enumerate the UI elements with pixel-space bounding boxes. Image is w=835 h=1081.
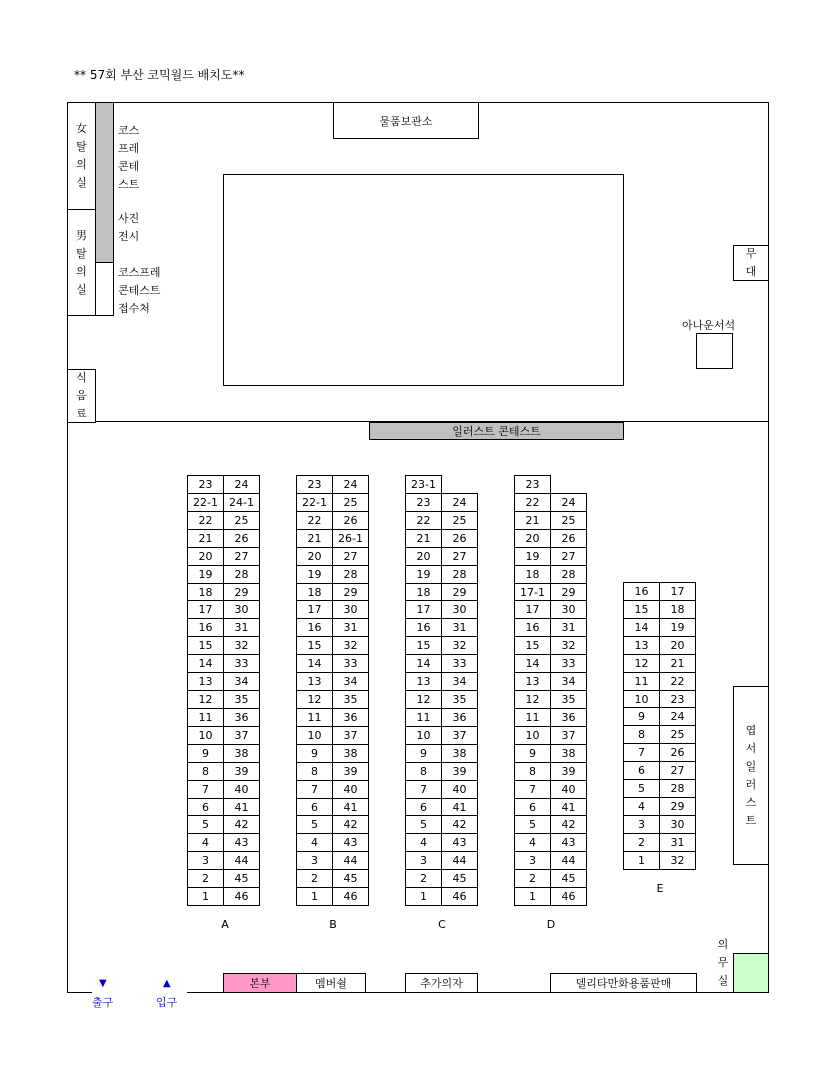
booth-e-right-cell: 24 [659,707,696,726]
booth-c-right-cell: 30 [441,600,478,619]
booth-d-left-cell: 2 [514,869,551,888]
booth-b-left-cell: 3 [296,851,333,870]
booth-c-left-cell: 10 [405,726,442,745]
booth-c-left-cell: 11 [405,708,442,727]
cosplay-reception-line: 코스프레 [118,266,161,279]
booth-b-left-cell: 4 [296,833,333,852]
booth-e-right-cell: 20 [659,636,696,655]
booth-d-right-cell: 43 [550,833,587,852]
booth-e-left-cell: 2 [623,833,660,852]
booth-d-left-cell: 9 [514,744,551,763]
booth-c-right-cell: 38 [441,744,478,763]
column-label-e: E [656,882,664,895]
booth-a-right-cell: 39 [223,762,260,781]
stage-char: 대 [745,265,757,278]
booth-a-left-cell: 11 [187,708,224,727]
booth-b-left-cell: 20 [296,547,333,566]
booth-d-right-cell: 46 [550,887,587,906]
photo-exhibit-line: 전시 [118,230,140,243]
booth-a-right-cell: 41 [223,798,260,817]
booth-d-right-cell: 45 [550,869,587,888]
reception-strip [95,262,114,316]
booth-e-right-cell: 30 [659,815,696,834]
postcard-illust-char: 엽 [745,723,757,737]
cosplay-contest-line: 프레 [118,142,140,155]
member-room [296,973,366,993]
booth-a-left-cell: 6 [187,798,224,817]
booth-e-left-cell: 16 [623,582,660,601]
food-beverage [67,369,96,423]
booth-e-right-cell: 19 [659,618,696,637]
booth-a-left-cell: 9 [187,744,224,763]
medical-room [733,953,769,993]
booth-c-left-cell: 23 [405,493,442,512]
booth-d-left-cell: 3 [514,851,551,870]
cosplay-contest-line: 코스 [118,124,140,137]
booth-c-left-cell: 15 [405,636,442,655]
booth-e-right-cell: 23 [659,690,696,709]
booth-b-left-cell: 23 [296,475,333,494]
booth-a-left-cell: 18 [187,583,224,602]
booth-c-right-cell: 36 [441,708,478,727]
booth-d-left-cell: 1 [514,887,551,906]
booth-c-left-cell: 22 [405,511,442,530]
booth-c-right-cell: 32 [441,636,478,655]
booth-b-right-cell: 37 [332,726,369,745]
women-dressing-char: 실 [76,176,87,189]
booth-d-right-cell: 40 [550,780,587,799]
booth-b-right-cell: 33 [332,654,369,673]
booth-b-right-cell: 31 [332,618,369,637]
contest-strip [95,102,114,263]
medical-room-label [716,936,730,990]
booth-b-right-cell: 34 [332,672,369,691]
booth-c-right-cell: 37 [441,726,478,745]
booth-b-right-cell: 39 [332,762,369,781]
booth-e-left-cell: 13 [623,636,660,655]
entrance-label: 입구 [156,996,178,1009]
booth-d-right-cell: 37 [550,726,587,745]
booth-e-left-cell: 3 [623,815,660,834]
postcard-illust-char: 스 [745,795,757,809]
booth-b-left-cell: 22 [296,511,333,530]
men-dressing-char: 탈 [76,246,87,260]
booth-d-left-cell: 17 [514,600,551,619]
booth-d-right-cell: 25 [550,511,587,530]
women-dressing-char: 탈 [76,140,87,153]
booth-e-right-cell: 25 [659,725,696,744]
booth-b-left-cell: 22-1 [296,493,333,512]
booth-d-left-cell: 21 [514,511,551,530]
booth-c-left-cell: 9 [405,744,442,763]
booth-b-right-cell: 46 [332,887,369,906]
booth-a-right-cell: 35 [223,690,260,709]
food-beverage-char: 료 [76,407,87,420]
booth-c-right-cell: 40 [441,780,478,799]
booth-a-left-cell: 3 [187,851,224,870]
booth-a-left-cell: 12 [187,690,224,709]
booth-d-right-cell: 29 [550,583,587,602]
women-dressing-char: 의 [76,158,87,171]
booth-a-right-cell: 32 [223,636,260,655]
storage-label: 물품보관소 [379,114,433,128]
booth-e-left-cell: 15 [623,600,660,619]
booth-b-left-cell: 10 [296,726,333,745]
booth-d-left-cell: 13 [514,672,551,691]
booth-a-right-cell: 29 [223,583,260,602]
booth-d-right-cell: 24 [550,493,587,512]
stage-char: 무 [745,247,757,260]
booth-c-left-cell: 6 [405,798,442,817]
booth-d-left-cell: 6 [514,798,551,817]
booth-e-right-cell: 27 [659,761,696,780]
booth-b-right-cell: 41 [332,798,369,817]
booth-c-left-cell: 1 [405,887,442,906]
stage [733,245,769,281]
booth-d-right-cell: 27 [550,547,587,566]
booth-c-right-cell: 45 [441,869,478,888]
booth-b-left-cell: 16 [296,618,333,637]
booth-c-left-cell: 7 [405,780,442,799]
cosplay-reception-line: 콘테스트 [118,284,161,297]
booth-b-left-cell: 17 [296,600,333,619]
booth-b-right-cell: 26-1 [332,529,369,548]
booth-d-right-cell: 34 [550,672,587,691]
booth-c-right-cell: 29 [441,583,478,602]
booth-c-left-cell: 4 [405,833,442,852]
food-beverage-char: 식 [76,371,87,384]
booth-b-left-cell: 7 [296,780,333,799]
booth-d-left-cell: 18 [514,565,551,584]
booth-d-right-cell: 39 [550,762,587,781]
booth-a-left-cell: 10 [187,726,224,745]
column-label-d: D [546,918,556,931]
booth-c-left-cell: 20 [405,547,442,566]
postcard-illust-char: 러 [745,777,757,791]
booth-e-right-cell: 28 [659,779,696,798]
postcard-illust-char: 트 [745,813,757,827]
cosplay-contest-label [118,122,139,194]
booth-a-right-cell: 27 [223,547,260,566]
headquarters-label: 본부 [249,977,271,990]
women-dressing-room [67,102,96,210]
booth-d-left-cell: 15 [514,636,551,655]
cosplay-reception-line: 접수처 [118,302,150,315]
postcard-illust-char: 일 [745,759,757,773]
booth-a-right-cell: 37 [223,726,260,745]
booth-d-right-cell: 28 [550,565,587,584]
booth-b-right-cell: 24 [332,475,369,494]
booth-b-left-cell: 12 [296,690,333,709]
booth-b-left-cell: 18 [296,583,333,602]
central-area [223,174,624,386]
booth-c-right-cell: 42 [441,815,478,834]
booth-b-left-cell: 15 [296,636,333,655]
booth-b-right-cell: 43 [332,833,369,852]
booth-a-left-cell: 15 [187,636,224,655]
men-dressing-room [67,209,96,316]
booth-b-left-cell: 8 [296,762,333,781]
booth-c-right-cell: 41 [441,798,478,817]
booth-c-left-cell: 14 [405,654,442,673]
photo-exhibit-label [118,210,139,246]
booth-e-left-cell: 9 [623,707,660,726]
booth-c-right-cell: 46 [441,887,478,906]
booth-c-right-cell: 35 [441,690,478,709]
column-label-a: A [221,918,229,931]
food-beverage-char: 음 [76,389,87,402]
booth-d-left-cell: 14 [514,654,551,673]
booth-a-right-cell: 31 [223,618,260,637]
booth-c-left-cell: 8 [405,762,442,781]
photo-exhibit-line: 사진 [118,212,140,225]
booth-d-left-cell: 22 [514,493,551,512]
booth-d-left-cell: 16 [514,618,551,637]
cosplay-contest-line: 콘테 [118,160,140,173]
headquarters [223,973,297,993]
booth-d-left-cell: 10 [514,726,551,745]
booth-e-left-cell: 14 [623,618,660,637]
postcard-illust-char: 서 [745,741,757,755]
booth-c-left-cell: 21 [405,529,442,548]
booth-a-right-cell: 24-1 [223,493,260,512]
booth-e-left-cell: 6 [623,761,660,780]
booth-e-right-cell: 29 [659,797,696,816]
booth-b-right-cell: 42 [332,815,369,834]
booth-b-right-cell: 35 [332,690,369,709]
exit-label: 출구 [92,996,114,1009]
booth-c-left-cell: 2 [405,869,442,888]
column-label-b: B [329,918,337,931]
delita-sales [550,973,697,993]
booth-d-right-cell: 32 [550,636,587,655]
booth-d-left-cell: 8 [514,762,551,781]
booth-c-left-cell: 13 [405,672,442,691]
booth-e-left-cell: 1 [623,851,660,870]
booth-c-left-cell: 19 [405,565,442,584]
illust-contest-label: 일러스트 콘테스트 [452,425,541,438]
booth-c-left-cell: 12 [405,690,442,709]
booth-a-left-cell: 2 [187,869,224,888]
booth-a-right-cell: 45 [223,869,260,888]
booth-c-right-cell: 26 [441,529,478,548]
booth-c-left-cell: 5 [405,815,442,834]
booth-a-left-cell: 22-1 [187,493,224,512]
booth-a-right-cell: 43 [223,833,260,852]
booth-e-left-cell: 12 [623,654,660,673]
booth-e-left-cell: 11 [623,672,660,691]
booth-c-right-cell: 39 [441,762,478,781]
booth-a-right-cell: 34 [223,672,260,691]
booth-c-right-cell: 44 [441,851,478,870]
booth-e-left-cell: 7 [623,743,660,762]
booth-d-left-cell: 7 [514,780,551,799]
booth-d-left-cell: 12 [514,690,551,709]
announcer-label: 아나운서석 [682,319,736,332]
booth-b-right-cell: 28 [332,565,369,584]
booth-e-left-cell: 5 [623,779,660,798]
booth-a-left-cell: 8 [187,762,224,781]
booth-c-right-cell: 31 [441,618,478,637]
booth-b-right-cell: 30 [332,600,369,619]
medical-room-char: 무 [717,956,729,969]
booth-b-left-cell: 1 [296,887,333,906]
booth-b-right-cell: 44 [332,851,369,870]
booth-a-left-cell: 16 [187,618,224,637]
booth-a-left-cell: 1 [187,887,224,906]
booth-b-left-cell: 21 [296,529,333,548]
booth-e-right-cell: 26 [659,743,696,762]
booth-d-right-cell: 35 [550,690,587,709]
booth-e-left-cell: 8 [623,725,660,744]
extra-chairs [405,973,478,993]
booth-b-right-cell: 45 [332,869,369,888]
entrance-arrow-icon: ▲ [163,978,171,989]
men-dressing-char: 실 [76,282,87,296]
booth-b-right-cell: 36 [332,708,369,727]
illust-contest-bar [369,422,624,440]
booth-b-right-cell: 38 [332,744,369,763]
postcard-illust [733,686,769,865]
booth-a-left-cell: 21 [187,529,224,548]
booth-b-right-cell: 27 [332,547,369,566]
booth-b-right-cell: 40 [332,780,369,799]
booth-d-left-cell: 17-1 [514,583,551,602]
exit-arrow-icon: ▼ [99,978,107,989]
booth-a-right-cell: 38 [223,744,260,763]
booth-e-right-cell: 18 [659,600,696,619]
booth-c-left-cell: 17 [405,600,442,619]
booth-e-left-cell: 4 [623,797,660,816]
booth-a-left-cell: 4 [187,833,224,852]
booth-c-right-cell: 27 [441,547,478,566]
booth-d-right-cell: 33 [550,654,587,673]
booth-a-right-cell: 36 [223,708,260,727]
booth-c-left-cell: 18 [405,583,442,602]
booth-a-left-cell: 23 [187,475,224,494]
booth-c-right-cell: 33 [441,654,478,673]
booth-c-left-cell: 23-1 [405,475,442,494]
booth-d-left-cell: 4 [514,833,551,852]
booth-a-left-cell: 22 [187,511,224,530]
booth-b-left-cell: 11 [296,708,333,727]
booth-b-left-cell: 6 [296,798,333,817]
booth-d-left-cell: 11 [514,708,551,727]
booth-d-right-cell: 36 [550,708,587,727]
booth-a-right-cell: 30 [223,600,260,619]
booth-b-left-cell: 2 [296,869,333,888]
extra-chairs-label: 추가의자 [420,977,463,990]
booth-e-right-cell: 31 [659,833,696,852]
booth-a-right-cell: 40 [223,780,260,799]
medical-room-char: 실 [717,974,729,987]
booth-b-right-cell: 29 [332,583,369,602]
booth-b-left-cell: 13 [296,672,333,691]
cosplay-contest-line: 스트 [118,178,140,191]
booth-d-right-cell: 41 [550,798,587,817]
booth-d-left-cell: 19 [514,547,551,566]
booth-b-right-cell: 32 [332,636,369,655]
booth-d-right-cell: 31 [550,618,587,637]
booth-a-right-cell: 24 [223,475,260,494]
booth-a-right-cell: 28 [223,565,260,584]
booth-b-left-cell: 5 [296,815,333,834]
booth-a-right-cell: 46 [223,887,260,906]
booth-e-right-cell: 21 [659,654,696,673]
booth-d-left-cell: 5 [514,815,551,834]
booth-d-right-cell: 30 [550,600,587,619]
medical-room-char: 의 [717,938,729,951]
booth-a-right-cell: 44 [223,851,260,870]
booth-c-right-cell: 25 [441,511,478,530]
booth-c-right-cell: 43 [441,833,478,852]
booth-a-right-cell: 33 [223,654,260,673]
booth-d-right-cell: 42 [550,815,587,834]
announcer-seat [696,333,733,369]
booth-a-right-cell: 42 [223,815,260,834]
cosplay-reception-label [118,264,161,318]
storage-room [333,102,479,139]
booth-d-left-cell: 23 [514,475,551,494]
page-title: ** 57회 부산 코믹월드 배치도** [74,68,245,82]
booth-c-left-cell: 16 [405,618,442,637]
booth-b-right-cell: 26 [332,511,369,530]
booth-c-right-cell: 24 [441,493,478,512]
booth-d-left-cell: 20 [514,529,551,548]
booth-e-right-cell: 32 [659,851,696,870]
booth-b-left-cell: 14 [296,654,333,673]
booth-a-left-cell: 7 [187,780,224,799]
booth-a-left-cell: 5 [187,815,224,834]
column-label-c: C [438,918,446,931]
booth-c-right-cell: 34 [441,672,478,691]
men-dressing-char: 의 [76,264,87,278]
booth-b-right-cell: 25 [332,493,369,512]
booth-d-right-cell: 44 [550,851,587,870]
booth-d-right-cell: 26 [550,529,587,548]
booth-a-left-cell: 17 [187,600,224,619]
booth-a-right-cell: 25 [223,511,260,530]
booth-e-left-cell: 10 [623,690,660,709]
booth-a-left-cell: 13 [187,672,224,691]
booth-e-right-cell: 17 [659,582,696,601]
booth-b-left-cell: 9 [296,744,333,763]
booth-c-right-cell: 28 [441,565,478,584]
member-room-label: 멤버쉴 [315,977,347,990]
booth-a-right-cell: 26 [223,529,260,548]
women-dressing-char: 女 [76,122,87,135]
booth-b-left-cell: 19 [296,565,333,584]
booth-a-left-cell: 19 [187,565,224,584]
booth-a-left-cell: 14 [187,654,224,673]
booth-c-left-cell: 3 [405,851,442,870]
booth-e-right-cell: 22 [659,672,696,691]
booth-a-left-cell: 20 [187,547,224,566]
men-dressing-char: 男 [76,228,87,242]
delita-sales-label: 델리타만화용품판매 [575,977,672,990]
booth-d-right-cell: 38 [550,744,587,763]
